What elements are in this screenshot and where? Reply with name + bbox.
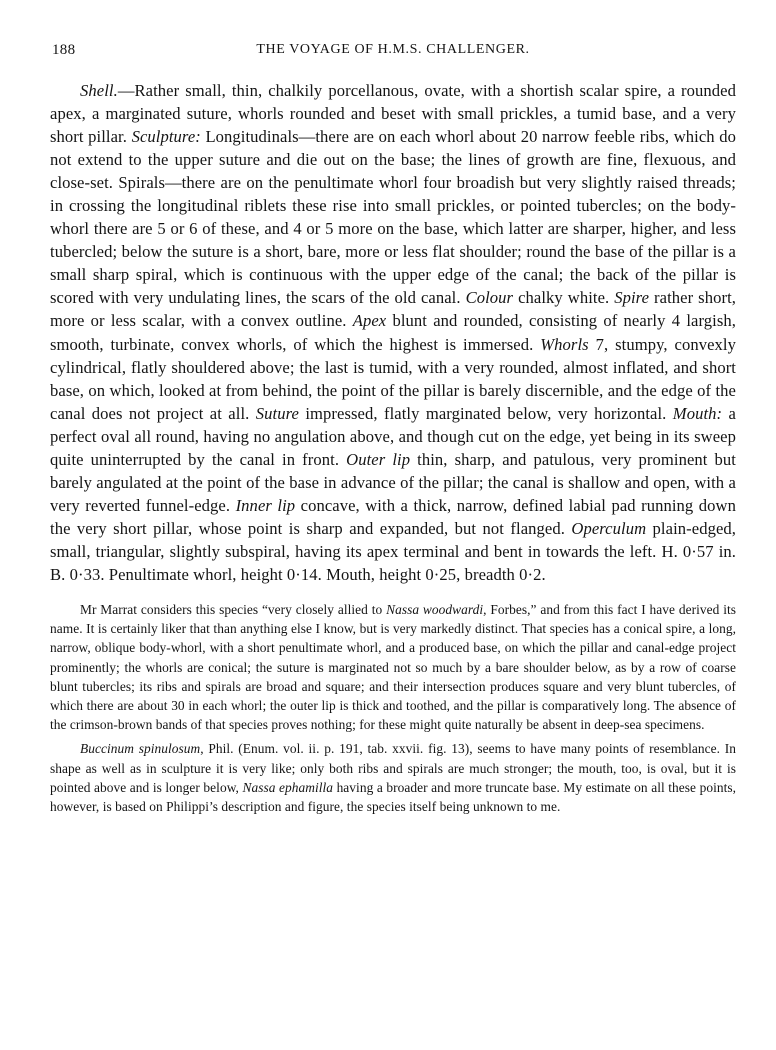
description-paragraph [50, 79, 736, 586]
shell-text: —Rather small, thin, chalkily porcellanous, ovate, with a shortish scalar spire, a rounded apex, a marginated suture, whorls rounded and beset with small prickles, a tumid base, and a very short pillar. [50, 81, 736, 147]
species-name: Nassa woodwardi [386, 602, 484, 618]
remarks-1-text-b: , Forbes,” and from this fact I have derived its name. It is certainly liker that than anything else I know, but is very markedly distinct. That species has a conical spire, a long, narrow, oblique body-whorl, with a short penultimate whorl, and a produced base, on which the pillar and canal-edge project prominently; the whorls are conical; the suture is marginated not so much by a bare shoulder below, as by a row of coarse blunt tubercles; its ribs and spirals are broad and square; and their intersection produces square and very blunt tubercles, of which there are about 30 in each whorl; the outer lip is thick and toothed, and the pillar is comparatively long. The absence of the crimson-brown bands of that species proves nothing; for these might quite naturally be absent in deep-sea specimens. [50, 602, 736, 733]
running-title: THE VOYAGE OF H.M.S. CHALLENGER. [256, 42, 530, 57]
spire-label: Spire [614, 288, 650, 308]
suture-label: Suture [255, 403, 299, 423]
remarks-paragraph-1 [50, 600, 736, 734]
species-name: Nassa ephamilla [242, 779, 334, 795]
inner-lip-label: Inner lip [235, 495, 296, 515]
remarks-2-text-b: having a broader and more truncate base. My estimate on all these points, however, is based on Philippi’s description and figure, the species itself being unknown to me. [50, 779, 737, 815]
suture-text: impressed, flatly marginated below, very horizontal. [298, 403, 673, 423]
remarks-1-text-a: Mr Marrat considers this species “very closely allied to [80, 602, 387, 618]
whorls-text: 7, stumpy, convexly cylindrical, flatly shouldered above; the last is tumid, with a very rounded, almost inflated, and short base, on which, looked at from behind, the point of the pillar is barely discernible, and the edge of the canal does not project at all. [50, 334, 736, 423]
remarks-paragraph-2 [50, 739, 736, 816]
inner-lip-text: concave, with a thick, narrow, defined labial pad running down the very short pillar, whose point is sharp and expanded, but not flanged. [50, 495, 736, 538]
remarks-2-text-a: , Phil. (Enum. vol. ii. p. 191, tab. xxvii. fig. 13), seems to have many points of resemblance. In shape as well as in sculpture it is very like; only both ribs and spirals are much stronger; the mouth, too, is oval, but it is pointed above and is longer below, [50, 741, 736, 795]
whorls-label: Whorls [540, 334, 589, 354]
shell-label: Shell. [80, 81, 118, 100]
colour-label: Colour [465, 288, 514, 308]
sculpture-text: Longitudinals—there are on each whorl about 20 narrow feeble ribs, which do not extend to the upper suture and die out on the base; the lines of growth are fine, flexuous, and close-set. Spirals—there are on the penultimate whorl four broadish but very slightly raised threads; in crossing the longitudinal riblets these rise into small prickles, or pointed tubercles; on the body-whorl there are 5 or 6 of these, and 4 or 5 more on the base, which latter are sharper, higher, and less tubercled; below the suture is a short, bare, more or less flat shoulder; round the base of the pillar is a small sharp spiral, which is continuous with the upper edge of the canal; the back of the pillar is scored with very undulating lines, the scars of the old canal. [50, 127, 737, 308]
outer-lip-text: thin, sharp, and patulous, very prominent but barely angulated at the point of the base in advance of the pillar; the canal is shallow and open, with a very reverted funnel-edge. [50, 449, 736, 515]
page-number: 188 [52, 42, 76, 58]
colour-text: chalky white. [513, 288, 615, 308]
book-page [50, 36, 736, 816]
remarks [50, 600, 736, 816]
outer-lip-label: Outer lip [346, 449, 411, 469]
mouth-text: a perfect oval all round, having no angulation above, and though cut on the edge, yet being in its sweep quite uninterrupted by the canal in front. [50, 403, 736, 469]
operculum-text: plain-edged, small, triangular, slightly subspiral, having its apex terminal and bent in towards the left. H. 0·57 in. B. 0·33. Penultimate whorl, height 0·14. Mouth, height 0·25, breadth 0·2. [50, 518, 736, 584]
sculpture-label: Sculpture: [131, 127, 201, 147]
operculum-label: Operculum [571, 518, 647, 538]
apex-text: blunt and rounded, consisting of nearly 4 largish, smooth, turbinate, convex whorls, of which the highest is immersed. [50, 311, 736, 354]
mouth-label: Mouth: [672, 403, 723, 423]
page-header [50, 36, 736, 62]
species-name: Buccinum spinulosum [80, 741, 201, 757]
apex-label: Apex [352, 311, 387, 331]
species-description [50, 79, 736, 586]
spire-text: rather short, more or less scalar, with a convex outline. [50, 288, 736, 331]
